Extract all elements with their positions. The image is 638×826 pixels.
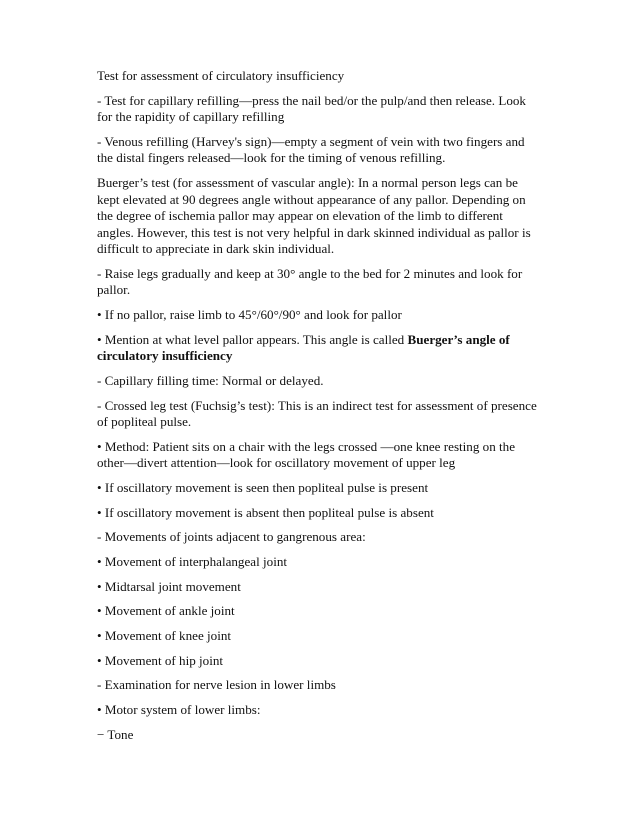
paragraph-crossed-leg-test: - Crossed leg test (Fuchsig’s test): This is an indirect test for assessment of presence of popliteal pulse. — [97, 397, 537, 429]
bullet-knee-joint: • Movement of knee joint — [97, 628, 232, 643]
bullet-interphalangeal-joint: • Movement of interphalangeal joint — [97, 553, 288, 569]
buergers-angle-term: Buerger’s angle of circulatory insufficiency — [97, 331, 510, 364]
bullet-buergers-angle-text: • Mention at what level pallor appears. This angle is called — [97, 331, 408, 347]
bullet-no-pallor: • If no pallor, raise limb to 45°/60°/90° and look for pallor — [97, 306, 402, 322]
section-title: Test for assessment of circulatory insufficiency — [97, 68, 345, 83]
bullet-ankle-joint: • Movement of ankle joint — [97, 603, 235, 619]
paragraph-raise-legs: - Raise legs gradually and keep at 30° angle to the bed for 2 minutes and look for pallor. — [97, 265, 523, 298]
paragraph-buergers-test: Buerger’s test (for assessment of vascular angle): In a normal person legs can be kept elevated at 90 degrees angle without appearance of any pallor. Depending on the degree of ischemia pallor may appear on elevation of the limb to different angles. However, this test is not very helpful in dark skinned individual as pallor is difficult to appreciate in dark skin individual. — [97, 175, 531, 257]
bullet-method: • Method: Patient sits on a chair with the legs crossed —one knee resting on the other—divert attention—look for oscillatory movement of upper leg — [97, 438, 516, 471]
bullet-oscillatory-seen: • If oscillatory movement is seen then popliteal pulse is present — [97, 479, 429, 495]
bullet-motor-system: • Motor system of lower limbs: — [97, 702, 261, 718]
paragraph-venous-refilling: - Venous refilling (Harvey's sign)—empty a segment of vein with two fingers and the distal fingers released—look for the timing of venous refilling. — [97, 133, 525, 166]
paragraph-joint-movements: - Movements of joints adjacent to gangrenous area: — [97, 529, 366, 545]
paragraph-capillary-filling-time: - Capillary filling time: Normal or delayed. — [97, 372, 324, 388]
bullet-midtarsal-joint: • Midtarsal joint movement — [97, 578, 241, 594]
bullet-oscillatory-absent: • If oscillatory movement is absent then popliteal pulse is absent — [97, 504, 434, 520]
bullet-buergers-angle — [97, 332, 542, 365]
item-tone: − Tone — [97, 726, 134, 742]
paragraph-nerve-lesion: - Examination for nerve lesion in lower limbs — [97, 677, 336, 693]
bullet-hip-joint: • Movement of hip joint — [97, 652, 224, 668]
paragraph-capillary-refilling: - Test for capillary refilling—press the nail bed/or the pulp/and then release. Look for the rapidity of capillary refilling — [97, 92, 526, 125]
document-body — [97, 68, 542, 751]
